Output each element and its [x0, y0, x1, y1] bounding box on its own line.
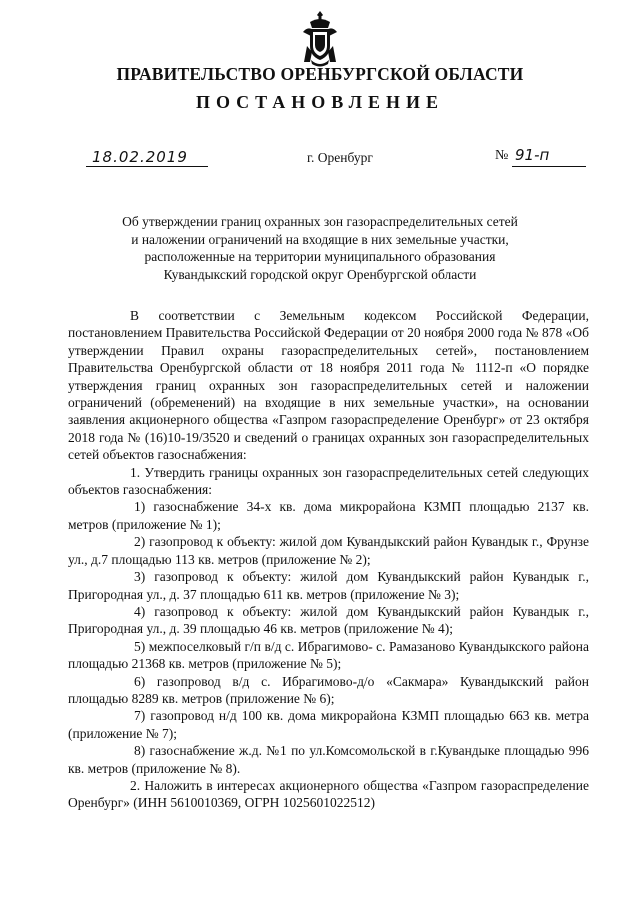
subclause-4: 4) газопровод к объекту: жилой дом Кувандыкский район Кувандык г., Пригородная ул., д. 39 площадью 46 кв. метров (приложение № 4); — [68, 603, 589, 637]
government-title: ПРАВИТЕЛЬСТВО ОРЕНБУРГСКОЙ ОБЛАСТИ — [116, 64, 524, 84]
preamble-paragraph: В соответствии с Земельным кодексом Российской Федерации, постановлением Правительства Российской Федерации от 20 ноября 2000 года № 878 «Об утверждении Правил охраны газораспределительных сетей», постановлением Правительства Оренбургской области от 18 ноября 2011 года № 1112-п «О порядке утверждения границ охранных зон газораспределительных сетей и наложении ограничений (обременений) на входящие в них земельные участки», на основании заявления акционерного общества «Газпром газораспределение Оренбург» от 23 октября 2018 года № (16)10-19/3520 и сведений о границах охранных зон газораспределительных сетей объектов газоснабжения: — [68, 308, 589, 463]
date-underline — [86, 166, 208, 167]
subject-line: Кувандыкский городской округ Оренбургской области — [163, 266, 477, 282]
document-date: 18.02.2019 — [92, 148, 188, 166]
subject-line: Об утверждении границ охранных зон газораспределительных сетей — [122, 214, 518, 229]
number-label: № — [495, 148, 509, 163]
clause-1: 1. Утвердить границы охранных зон газораспределительных сетей следующих объектов газоснабжения: — [68, 464, 589, 498]
document-type: ПОСТАНОВЛЕНИЕ — [195, 92, 445, 112]
document-city: г. Оренбург — [307, 150, 373, 165]
subclause-8: 8) газоснабжение ж.д. №1 по ул.Комсомольской в г.Кувандыке площадью 996 кв. метров (приложение № 8). — [68, 743, 589, 776]
subclause-3: 3) газопровод к объекту: жилой дом Кувандыкский район Кувандык г., Пригородная ул., д. 37 площадью 611 кв. метров (приложение № 3); — [68, 569, 589, 602]
document-subject — [100, 213, 540, 283]
subclause-7: 7) газопровод н/д 100 кв. дома микрорайона КЗМП площадью 663 кв. метра (приложение № 7); — [68, 708, 589, 741]
document-number: 91-п — [515, 146, 550, 164]
subclause-6: 6) газопровод в/д с. Ибрагимово-д/о «Сакмара» Кувандыкский район площадью 8289 кв. метров (приложение № 6); — [68, 673, 589, 706]
coat-of-arms-icon — [301, 10, 339, 68]
subject-line: и наложении ограничений на входящие в них земельные участки, — [131, 231, 509, 247]
number-underline — [512, 166, 586, 167]
subclause-1: 1) газоснабжение 34-х кв. дома микрорайона КЗМП площадью 2137 кв. метров (приложение № 1); — [68, 499, 589, 532]
document-body — [68, 307, 589, 812]
subclause-2: 2) газопровод к объекту: жилой дом Кувандыкский район Кувандык г., Фрунзе ул., д.7 площадью 113 кв. метров (приложение № 2); — [68, 534, 589, 567]
subclause-5: 5) межпоселковый г/п в/д с. Ибрагимово- с. Рамазаново Кувандыкского района площадью 21368 кв. метров (приложение № 5); — [68, 638, 589, 672]
subject-line: расположенные на территории муниципального образования — [144, 249, 496, 264]
clause-2: 2. Наложить в интересах акционерного общества «Газпром газораспределение Оренбург» (ИНН 5610010369, ОГРН 1025601022512) — [68, 777, 589, 811]
